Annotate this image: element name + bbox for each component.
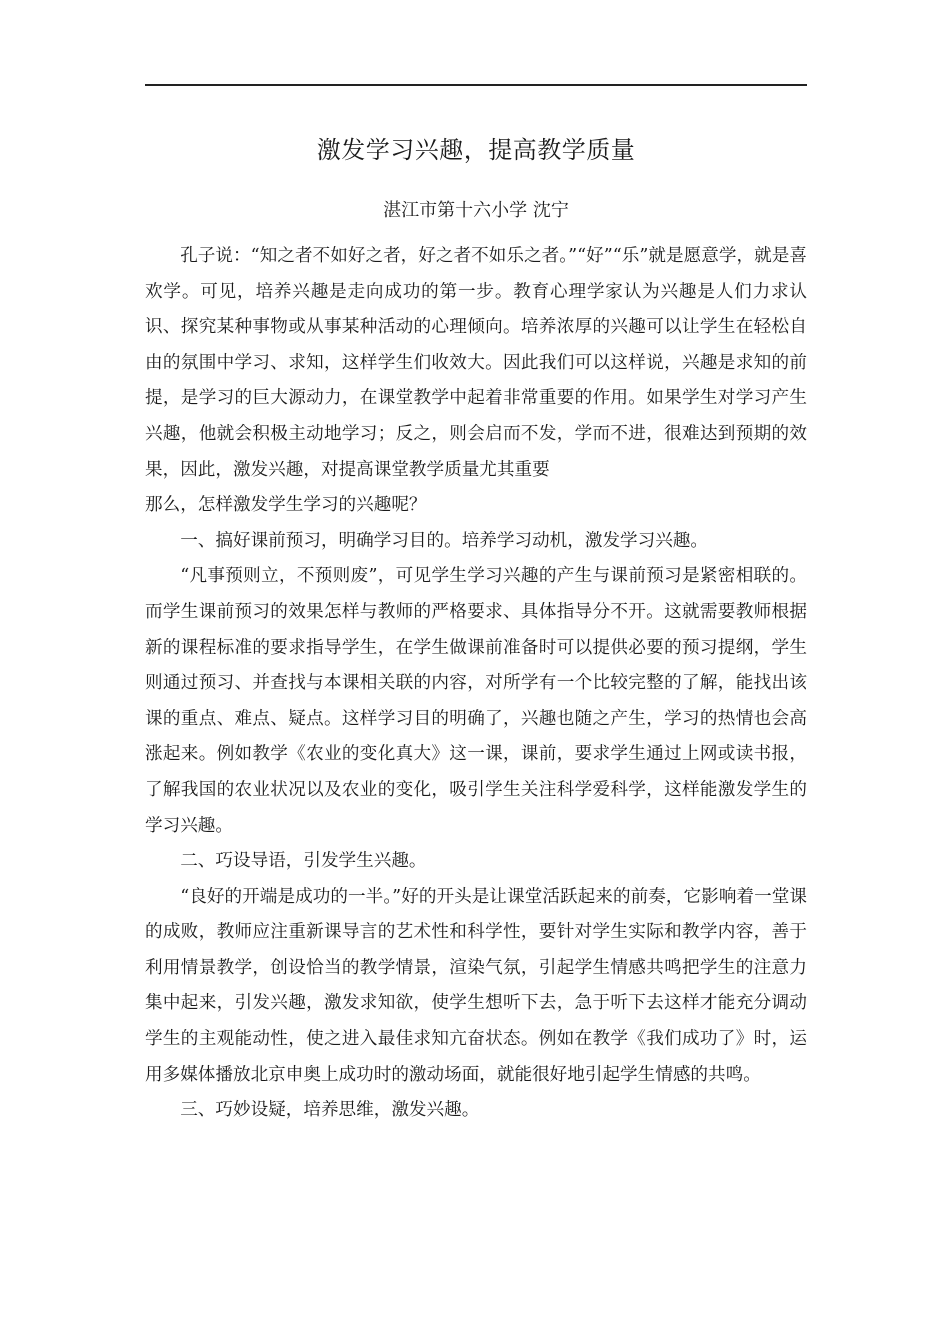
author-line: 湛江市第十六小学 沈宁 [383,200,569,221]
paragraph-section-1: “凡事预则立，不预则废”，可见学生学习兴趣的产生与课前预习是紧密相联的。而学生课前预习的效果怎样与教师的严格要求、具体指导分不开。这就需要教师根据新的课程标准的要求指导学生，在学生做课前准备时可以提供必要的预习提纲，学生则通过预习、并查找与本课相关联的内容，对所学有一个比较完整的了解，能找出该课的重点、难点、疑点。这样学习目的明确了，兴趣也随之产生，学习的热情也会高涨起来。例如教学《农业的变化真大》这一课，课前，要求学生通过上网或读书报，了解我国的农业状况以及农业的变化，吸引学生关注科学爱科学，这样能激发学生的学习兴趣。 [145,566,807,836]
paragraph-question: 那么，怎样激发学生学习的兴趣呢？ [145,495,427,516]
document-title: 激发学习兴趣，提高教学质量 [316,136,636,164]
header-rule [145,84,807,86]
paragraph-intro: 孔子说：“知之者不如好之者，好之者不如乐之者。”“好”“乐”就是愿意学，就是喜欢学。可见，培养兴趣是走向成功的第一步。教育心理学家认为兴趣是人们力求认识、探究某种事物或从事某种活动的心理倾向。培养浓厚的兴趣可以让学生在轻松自由的氛围中学习、求知，这样学生们收效大。因此我们可以这样说，兴趣是求知的前提，是学习的巨大源动力，在课堂教学中起着非常重要的作用。如果学生对学习产生兴趣，他就会积极主动地学习；反之，则会启而不发，学而不进，很难达到预期的效果，因此，激发兴趣，对提高课堂教学质量尤其重要 [145,246,807,480]
section-heading-2: 二、巧设导语，引发学生兴趣。 [180,851,427,872]
paragraph-section-2: “良好的开端是成功的一半。”好的开头是让课堂活跃起来的前奏，它影响着一堂课的成败，教师应注重新课导言的艺术性和科学性，要针对学生实际和教学内容，善于利用情景教学，创设恰当的教学情景，渲染气氛，引起学生情感共鸣把学生的注意力集中起来，引发兴趣，激发求知欲，使学生想听下去，急于听下去这样才能充分调动学生的主观能动性，使之进入最佳求知亢奋状态。例如在教学《我们成功了》时，运用多媒体播放北京申奥上成功时的激动场面，就能很好地引起学生情感的共鸣。 [145,886,807,1085]
document-body [145,239,807,1129]
section-heading-3: 三、巧妙设疑，培养思维，激发兴趣。 [180,1100,480,1121]
section-heading-1: 一、搞好课前预习，明确学习目的。培养学习动机，激发学习兴趣。 [180,530,709,551]
